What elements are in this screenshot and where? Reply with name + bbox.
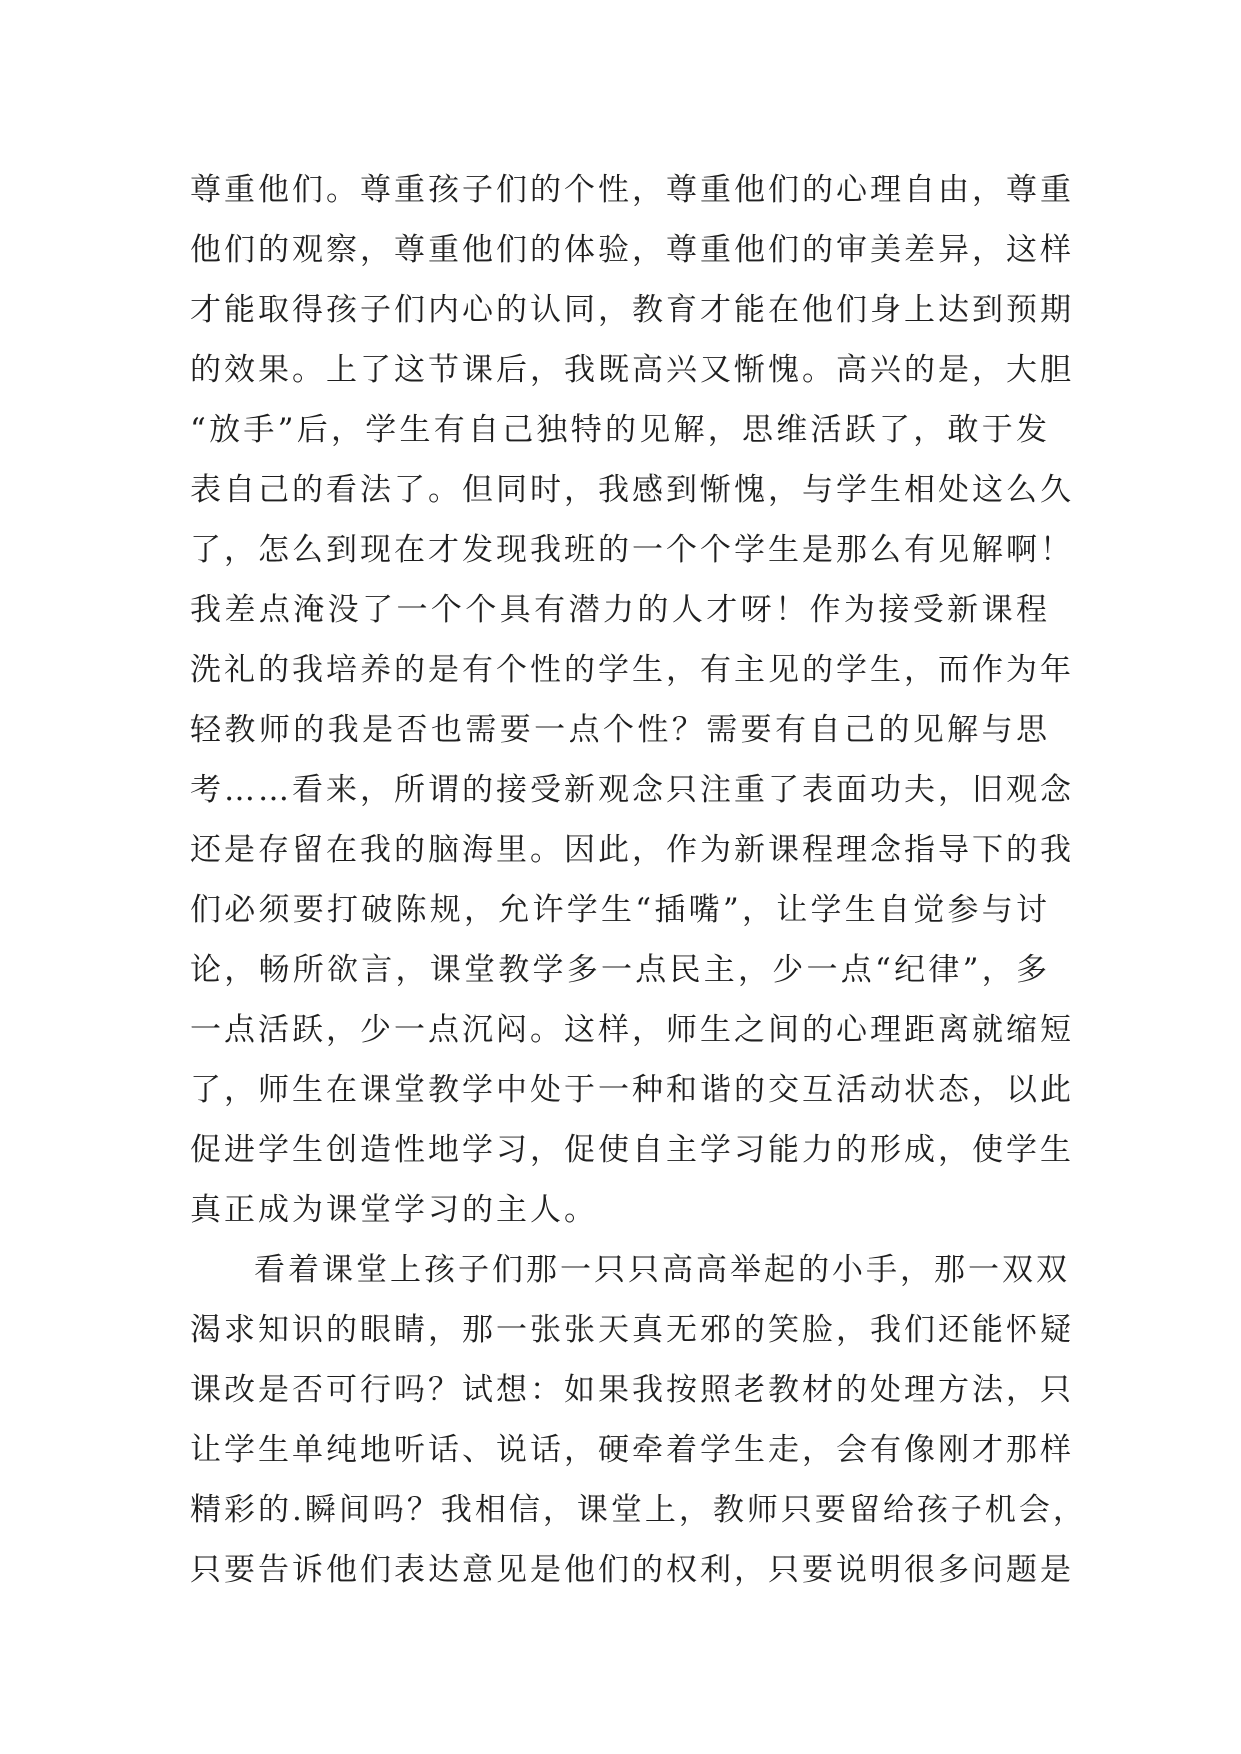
text-line: 了，师生在课堂教学中处于一种和谐的交互活动状态，以此 [190,1072,1074,1108]
text-line: 让学生单纯地听话、说话，硬牵着学生走，会有像刚才那样 [190,1432,1074,1468]
text-line: 论，畅所欲言，课堂教学多一点民主，少一点“纪律”，多 [190,952,1050,988]
text-line: 的效果。上了这节课后，我既高兴又惭愧。高兴的是，大胆 [190,352,1074,388]
text-line: 他们的观察，尊重他们的体验，尊重他们的审美差异，这样 [190,232,1074,268]
text-line: 一点活跃，少一点沉闷。这样，师生之间的心理距离就缩短 [190,1012,1074,1048]
text-line: 促进学生创造性地学习，促使自主学习能力的形成，使学生 [190,1132,1074,1168]
text-line: 表自己的看法了。但同时，我感到惭愧，与学生相处这么久 [190,472,1074,508]
text-line: 才能取得孩子们内心的认同，教育才能在他们身上达到预期 [190,292,1074,328]
text-line: 了，怎么到现在才发现我班的一个个学生是那么有见解啊！ [190,532,1074,568]
document-body [190,160,1087,1600]
paragraph-1 [190,160,1074,1240]
text-line: 课改是否可行吗？试想：如果我按照老教材的处理方法，只 [190,1372,1074,1408]
text-line: 我差点淹没了一个个具有潜力的人才呀！作为接受新课程 [190,592,1050,628]
text-line: 尊重他们。尊重孩子们的个性，尊重他们的心理自由，尊重 [190,172,1074,208]
text-line: 渴求知识的眼睛，那一张张天真无邪的笑脸，我们还能怀疑 [190,1312,1074,1348]
text-line: 考……看来，所谓的接受新观念只注重了表面功夫，旧观念 [190,772,1074,808]
text-line: 洗礼的我培养的是有个性的学生，有主见的学生，而作为年 [190,652,1074,688]
text-line: 真正成为课堂学习的主人。 [190,1192,598,1228]
text-line: 看着课堂上孩子们那一只只高高举起的小手，那一双双 [254,1252,1070,1288]
text-line: 轻教师的我是否也需要一点个性？需要有自己的见解与思 [190,712,1050,748]
text-line: 精彩的.瞬间吗？我相信，课堂上，教师只要留给孩子机会， [190,1492,1087,1528]
paragraph-2 [190,1240,1087,1600]
text-line: 只要告诉他们表达意见是他们的权利，只要说明很多问题是 [190,1552,1074,1588]
text-line: 还是存留在我的脑海里。因此，作为新课程理念指导下的我 [190,832,1074,868]
text-line: 们必须要打破陈规，允许学生“插嘴”，让学生自觉参与讨 [190,892,1050,928]
text-line: “放手”后，学生有自己独特的见解，思维活跃了，敢于发 [190,412,1050,448]
